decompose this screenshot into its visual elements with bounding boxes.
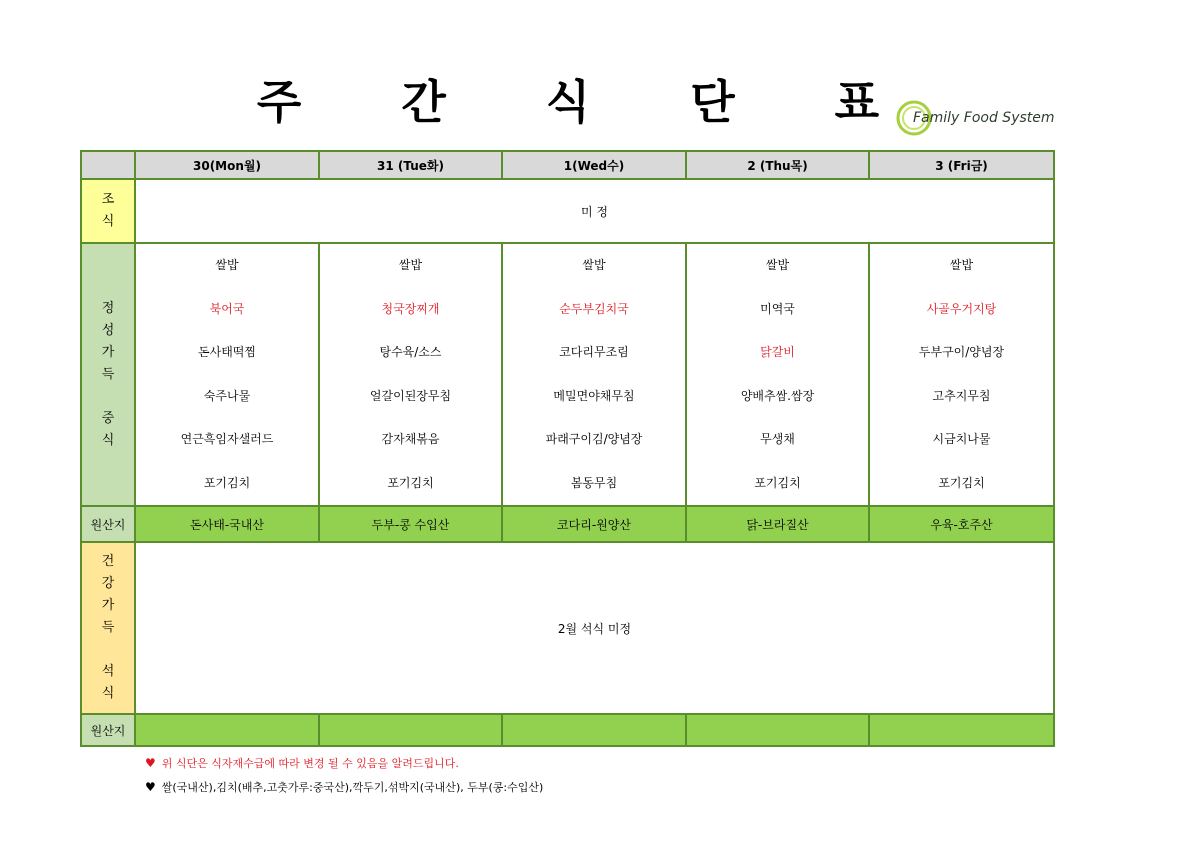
- heart-icon: ♥: [145, 780, 156, 794]
- weekly-menu-table: [80, 150, 1055, 747]
- lunch-menu-cell: [135, 243, 319, 506]
- lunch-origin-row: [81, 506, 1054, 542]
- origin-cell: [319, 714, 502, 746]
- day-header: 2 (Thu목): [686, 151, 869, 179]
- header-corner: [81, 151, 135, 179]
- lunch-menu-cell: [686, 243, 869, 506]
- dish-item: 북어국: [209, 301, 245, 316]
- dish-item: 포기김치: [387, 475, 434, 490]
- dish-item: 고추지무침: [932, 388, 991, 403]
- origin-cell: [502, 714, 686, 746]
- breakfast-label: 조 식: [81, 179, 135, 243]
- dish-item: 포기김치: [938, 475, 985, 490]
- origin-cell: 닭-브라질산: [686, 506, 869, 542]
- dish-item: 닭갈비: [760, 345, 795, 359]
- origin-note: [145, 779, 543, 795]
- day-header: 1(Wed수): [502, 151, 686, 179]
- dish-item: 쌀밥: [949, 258, 974, 272]
- dish-item: 탕수육/소스: [379, 345, 442, 359]
- origin-cell: 돈사태-국내산: [135, 506, 319, 542]
- day-header: 30(Mon월): [135, 151, 319, 179]
- origin-cell: [686, 714, 869, 746]
- dish-item: 봄동무침: [570, 475, 618, 490]
- dinner-content: 2월 석식 미정: [135, 542, 1054, 714]
- origin-cell: 두부-콩 수입산: [319, 506, 502, 542]
- dish-item: 사골우거지탕: [926, 301, 997, 316]
- origin-label: 원산지: [81, 714, 135, 746]
- lunch-menu-cell: [869, 243, 1054, 506]
- dish-item: 미역국: [760, 301, 795, 316]
- dish-item: 코다리무조림: [559, 345, 629, 359]
- dish-item: 양배추쌈.쌈장: [740, 388, 815, 403]
- lunch-menu-cell: [319, 243, 502, 506]
- notice-text-content: 위 식단은 식자재수급에 따라 변경 될 수 있음을 알려드립니다.: [161, 757, 459, 770]
- dish-item: 쌀밥: [582, 258, 606, 272]
- heart-icon: ♥: [145, 756, 156, 770]
- dish-item: 연근흑임자샐러드: [180, 432, 274, 446]
- breakfast-row: [81, 179, 1054, 243]
- dish-item: 무생채: [760, 432, 795, 446]
- dish-item: 파래구이김/양념장: [545, 432, 643, 446]
- breakfast-content: 미 정: [135, 179, 1054, 243]
- dish-item: 얼갈이된장무침: [369, 388, 452, 403]
- logo-text: Family Food System: [913, 110, 1055, 126]
- origin-label: 원산지: [81, 506, 135, 542]
- dish-item: 순두부김치국: [559, 301, 629, 316]
- origin-cell: [135, 714, 319, 746]
- origin-note-content: 쌀(국내산),김치(배추,고춧가루:중국산),깍두기,섞박지(국내산), 두부(콩:수입산): [161, 781, 544, 794]
- origin-cell: [869, 714, 1054, 746]
- dish-item: 포기김치: [754, 475, 801, 490]
- dish-item: 쌀밥: [765, 258, 790, 272]
- origin-cell: 우육-호주산: [869, 506, 1054, 542]
- day-header-row: [81, 151, 1054, 179]
- dish-item: 숙주나물: [203, 388, 251, 403]
- origin-cell: 코다리-원양산: [502, 506, 686, 542]
- dish-item: 돈사태떡찜: [198, 345, 256, 359]
- dish-item: 메밀면야채무침: [553, 388, 635, 403]
- dish-item: 시금치나물: [932, 432, 991, 446]
- dish-item: 포기김치: [203, 475, 251, 490]
- dish-item: 쌀밥: [215, 258, 239, 272]
- dinner-origin-row: [81, 714, 1054, 746]
- lunch-row: [81, 243, 1054, 506]
- dish-item: 감자채볶음: [381, 432, 440, 446]
- lunch-menu-cell: [502, 243, 686, 506]
- dish-item: 쌀밥: [398, 258, 423, 272]
- dinner-row: [81, 542, 1054, 714]
- lunch-label: 정 성 가 득 중 식: [81, 243, 135, 506]
- dish-item: 두부구이/양념장: [918, 345, 1005, 359]
- logo: [896, 98, 1056, 140]
- day-header: 3 (Fri금): [869, 151, 1054, 179]
- day-header: 31 (Tue화): [319, 151, 502, 179]
- dish-item: 청국장찌개: [381, 301, 440, 316]
- dinner-label: 건 강 가 득 석 식: [81, 542, 135, 714]
- page-title: 주 간 식 단 표: [256, 75, 922, 129]
- notice-text: [145, 755, 459, 771]
